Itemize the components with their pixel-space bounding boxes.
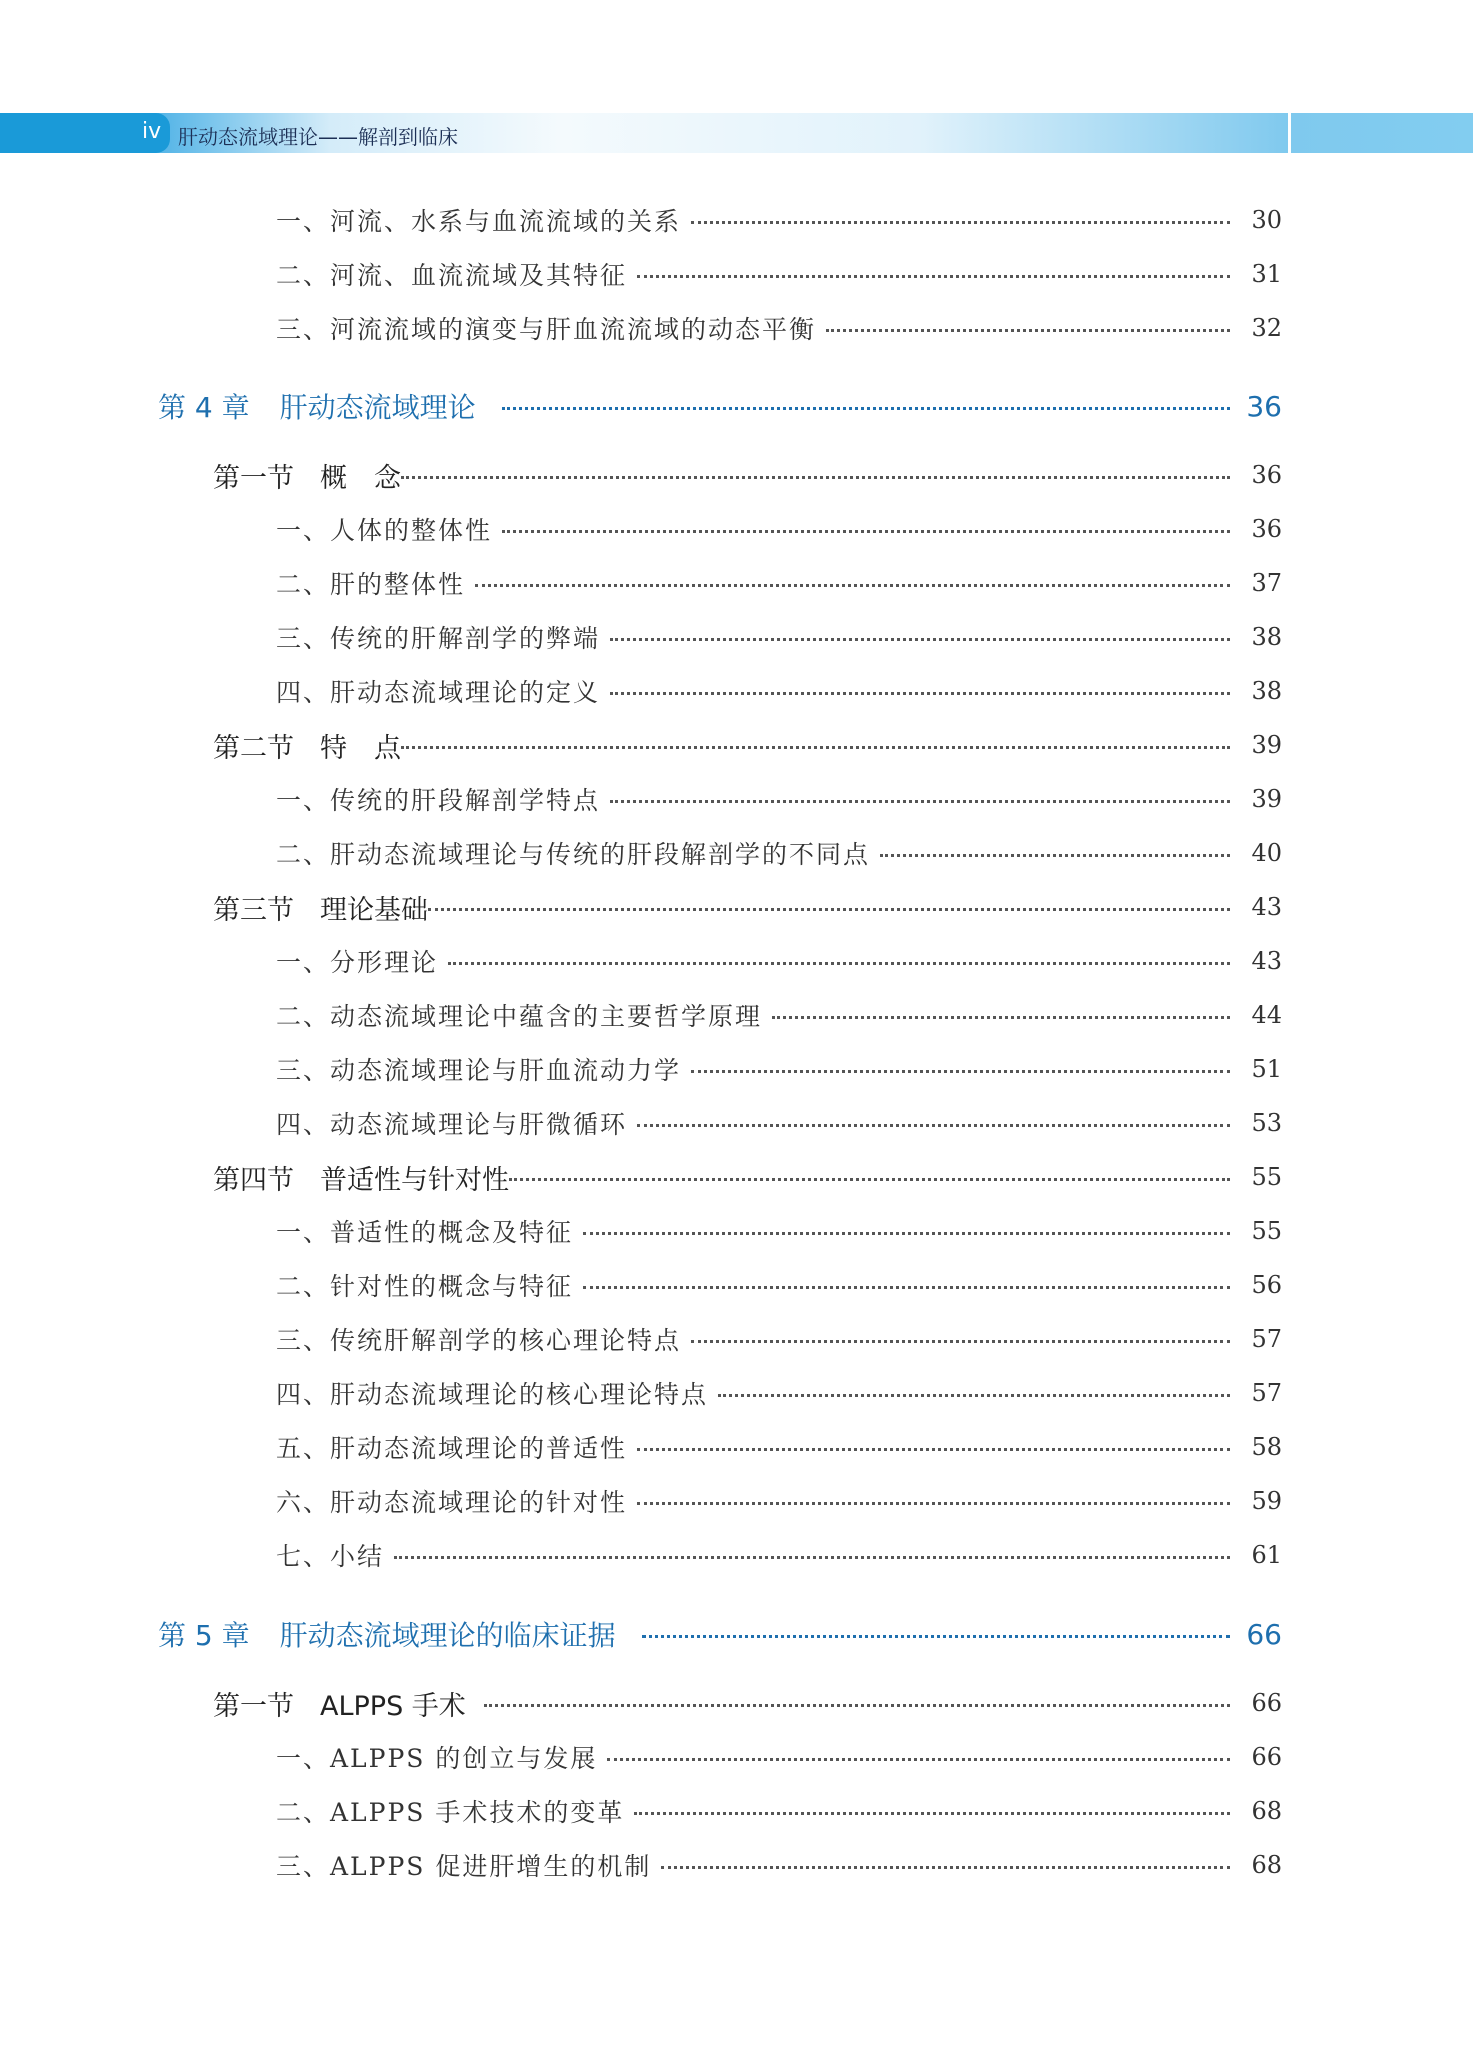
section-number: 第一节 [213, 462, 294, 494]
dot-leader [401, 746, 1230, 749]
toc-item-label: 二、针对性的概念与特征 [276, 1272, 574, 1301]
toc-page-number: 40 [1251, 839, 1282, 867]
toc-page-number: 59 [1251, 1487, 1282, 1515]
dot-leader [637, 1124, 1230, 1127]
toc-page-number: 43 [1251, 893, 1282, 921]
toc-item[interactable] [0, 833, 1282, 873]
section-title: 概 念 [320, 462, 401, 494]
toc-page-number: 31 [1251, 260, 1282, 288]
chapter-title: 肝动态流域理论 [279, 391, 476, 424]
chapter-number: 第 4 章 [158, 391, 250, 424]
toc-item[interactable] [0, 1049, 1282, 1089]
section-number: 第二节 [213, 732, 294, 764]
chapter-number: 第 5 章 [158, 1619, 250, 1652]
toc-page-number: 61 [1251, 1541, 1282, 1569]
dot-leader [826, 329, 1230, 332]
toc-page-number: 51 [1251, 1055, 1282, 1083]
section-number: 第三节 [213, 894, 294, 926]
toc-item-label: 四、肝动态流域理论的定义 [276, 678, 601, 707]
section-number: 第四节 [213, 1164, 294, 1196]
toc-section[interactable] [0, 725, 1282, 765]
toc-page-number: 39 [1251, 731, 1282, 759]
toc-page-number: 38 [1251, 677, 1282, 705]
dot-leader [509, 1178, 1230, 1181]
toc-page-number: 66 [1251, 1689, 1282, 1717]
dot-leader [610, 638, 1230, 641]
toc-item[interactable] [0, 200, 1282, 240]
toc-section[interactable] [0, 1683, 1282, 1723]
dot-leader [583, 1232, 1230, 1235]
toc-item[interactable] [0, 1481, 1282, 1521]
header-divider [1288, 113, 1291, 153]
toc-item[interactable] [0, 671, 1282, 711]
toc-item[interactable] [0, 1845, 1282, 1885]
section-title: 特 点 [320, 732, 401, 764]
toc-item-label: 一、传统的肝段解剖学特点 [276, 786, 601, 815]
toc-item-label: 三、ALPPS 促进肝增生的机制 [276, 1852, 652, 1881]
dot-leader [583, 1286, 1230, 1289]
dot-leader [394, 1556, 1230, 1559]
toc-page-number: 55 [1251, 1217, 1282, 1245]
dot-leader [772, 1016, 1230, 1019]
toc-item-label: 三、传统肝解剖学的核心理论特点 [276, 1326, 682, 1355]
section-number: 第一节 [213, 1690, 294, 1722]
toc-item[interactable] [0, 1319, 1282, 1359]
dot-leader [607, 1758, 1230, 1761]
toc-page-number: 39 [1251, 785, 1282, 813]
toc-item-label: 一、普适性的概念及特征 [276, 1218, 574, 1247]
toc-page-number: 36 [1251, 515, 1282, 543]
dot-leader [718, 1394, 1230, 1397]
section-title: 理论基础 [320, 894, 428, 926]
dot-leader [448, 962, 1230, 965]
toc-item[interactable] [0, 1535, 1282, 1575]
toc-item-label: 六、肝动态流域理论的针对性 [276, 1488, 628, 1517]
toc-page-number: 36 [1246, 389, 1282, 423]
toc-section[interactable] [0, 887, 1282, 927]
section-title: ALPPS 手术 [320, 1690, 466, 1722]
dot-leader [637, 275, 1230, 278]
toc-item[interactable] [0, 254, 1282, 294]
toc-item[interactable] [0, 1427, 1282, 1467]
dot-leader [428, 908, 1230, 911]
dot-leader [610, 800, 1230, 803]
toc-item[interactable] [0, 1265, 1282, 1305]
toc-section[interactable] [0, 455, 1282, 495]
toc-item[interactable] [0, 563, 1282, 603]
toc-page-number: 68 [1251, 1797, 1282, 1825]
dot-leader [475, 584, 1230, 587]
dot-leader [637, 1502, 1230, 1505]
toc-item-label: 三、动态流域理论与肝血流动力学 [276, 1056, 682, 1085]
toc-item[interactable] [0, 941, 1282, 981]
toc-section[interactable] [0, 1157, 1282, 1197]
toc-chapter[interactable] [0, 386, 1282, 426]
dot-leader [634, 1812, 1230, 1815]
toc-page-number: 32 [1251, 314, 1282, 342]
toc-item[interactable] [0, 1373, 1282, 1413]
toc-page-number: 44 [1251, 1001, 1282, 1029]
toc-page-number: 30 [1251, 206, 1282, 234]
toc-page-number: 57 [1251, 1379, 1282, 1407]
toc-chapter[interactable] [0, 1614, 1282, 1654]
toc-item-label: 五、肝动态流域理论的普适性 [276, 1434, 628, 1463]
toc-page-number: 37 [1251, 569, 1282, 597]
section-title: 普适性与针对性 [320, 1164, 509, 1196]
toc-item[interactable] [0, 1211, 1282, 1251]
dot-leader [691, 221, 1230, 224]
dot-leader [691, 1340, 1230, 1343]
toc-item-label: 二、肝的整体性 [276, 570, 466, 599]
dot-leader [502, 407, 1230, 410]
running-header [0, 113, 1473, 153]
toc-page-number: 53 [1251, 1109, 1282, 1137]
toc-item[interactable] [0, 779, 1282, 819]
dot-leader [610, 692, 1230, 695]
chapter-title: 肝动态流域理论的临床证据 [279, 1619, 616, 1652]
toc-item[interactable] [0, 995, 1282, 1035]
toc-page-number: 66 [1251, 1743, 1282, 1771]
book-title: 肝动态流域理论——解剖到临床 [178, 125, 458, 149]
toc-item[interactable] [0, 308, 1282, 348]
toc-page-number: 68 [1251, 1851, 1282, 1879]
dot-leader [880, 854, 1230, 857]
dot-leader [642, 1635, 1230, 1638]
dot-leader [502, 530, 1230, 533]
toc-page-number: 57 [1251, 1325, 1282, 1353]
toc-item-label: 三、河流流域的演变与肝血流流域的动态平衡 [276, 315, 817, 344]
toc-item-label: 二、河流、血流流域及其特征 [276, 261, 628, 290]
toc-page-number: 36 [1251, 461, 1282, 489]
toc-item-label: 三、传统的肝解剖学的弊端 [276, 624, 601, 653]
page-number: iv [142, 119, 162, 144]
toc-item-label: 二、ALPPS 手术技术的变革 [276, 1798, 625, 1827]
toc-item-label: 一、ALPPS 的创立与发展 [276, 1744, 598, 1773]
toc-item-label: 二、肝动态流域理论与传统的肝段解剖学的不同点 [276, 840, 871, 869]
dot-leader [691, 1070, 1230, 1073]
dot-leader [661, 1866, 1230, 1869]
toc-item-label: 四、动态流域理论与肝微循环 [276, 1110, 628, 1139]
dot-leader [484, 1704, 1230, 1707]
toc-item-label: 一、人体的整体性 [276, 516, 493, 545]
toc-item-label: 一、分形理论 [276, 948, 439, 977]
toc-item-label: 四、肝动态流域理论的核心理论特点 [276, 1380, 709, 1409]
toc-item-label: 二、动态流域理论中蕴含的主要哲学原理 [276, 1002, 763, 1031]
toc-page-number: 43 [1251, 947, 1282, 975]
toc-item-label: 一、河流、水系与血流流域的关系 [276, 207, 682, 236]
toc-item[interactable] [0, 1737, 1282, 1777]
toc-item-label: 七、小结 [276, 1542, 385, 1571]
toc-item[interactable] [0, 1791, 1282, 1831]
toc-page-number: 56 [1251, 1271, 1282, 1299]
toc-item[interactable] [0, 1103, 1282, 1143]
toc-page-number: 38 [1251, 623, 1282, 651]
toc-page-number: 66 [1246, 1617, 1282, 1651]
toc-page-number: 55 [1251, 1163, 1282, 1191]
toc-item[interactable] [0, 509, 1282, 549]
toc-page-number: 58 [1251, 1433, 1282, 1461]
toc-item[interactable] [0, 617, 1282, 657]
dot-leader [637, 1448, 1230, 1451]
dot-leader [401, 476, 1230, 479]
